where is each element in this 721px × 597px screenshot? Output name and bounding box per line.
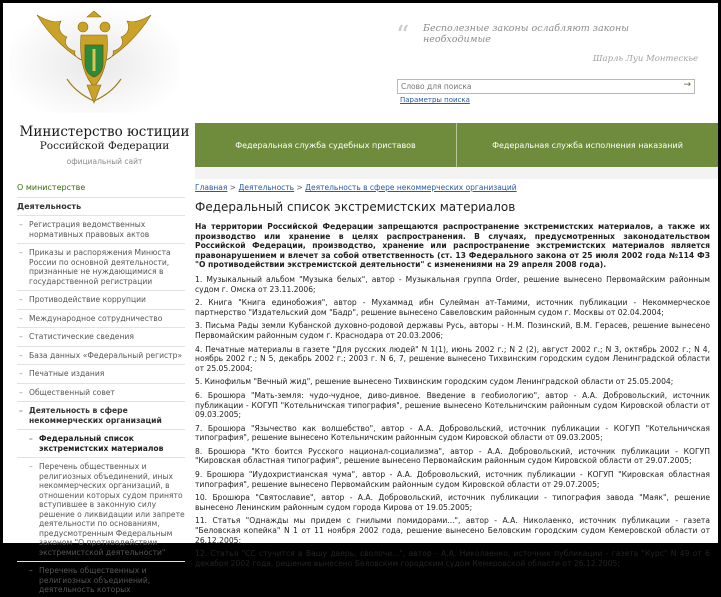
sidebar-item-public-council[interactable]: – Общественный совет	[3, 386, 191, 400]
nav-bailiffs-service[interactable]: Федеральная служба судебных приставов	[235, 140, 416, 150]
sidebar-item-suspended-orgs[interactable]: – Перечень общественных и религиозных объединений, деятельность которых	[3, 564, 191, 597]
breadcrumb-strip	[195, 167, 718, 179]
page-frame	[3, 3, 718, 594]
sidebar-divider	[17, 346, 185, 347]
sidebar-item-activity[interactable]: Деятельность	[17, 201, 82, 211]
site-subtitle: официальный сайт	[66, 157, 143, 166]
sidebar-divider	[17, 309, 185, 310]
top-navigation	[195, 123, 718, 167]
sidebar-divider	[17, 243, 185, 244]
site-title-line1: Министерство юстиции	[19, 124, 190, 140]
sidebar-item-extremist-list[interactable]: – Федеральный список экстремистских материалов	[3, 432, 191, 455]
list-item: 3. Письма Рады земли Кубанской духовно-родовой державы Русь, авторы - Н.М. Позинский, В.М. Герасев, решение вынесено Первомайским районным судом г. Краснодара от 20.03.2006;	[195, 321, 710, 340]
breadcrumb-separator: >	[296, 183, 303, 192]
nav-penitentiary-service[interactable]: Федеральная служба исполнения наказаний	[492, 140, 683, 150]
sidebar-divider	[17, 215, 185, 216]
sidebar-divider	[17, 327, 185, 328]
coat-of-arms-emblem	[9, 5, 179, 113]
breadcrumb-separator: >	[229, 183, 237, 192]
search-go-icon[interactable]: →	[683, 80, 691, 90]
sidebar-divider	[17, 383, 185, 384]
sidebar-item-international[interactable]: – Международное сотрудничество	[3, 312, 191, 326]
list-item: 8. Брошюра "Кто боится Русского национал-социализма", автор - А.А. Добровольский, источник публикации - КОГУП "Кировская областная типография", решение вынесено Первомайским районным судом Кировской области от 29.07.2005;	[195, 446, 710, 466]
sidebar-item-publications[interactable]: – Печатные издания	[3, 367, 191, 381]
sidebar-item-registration[interactable]: – Регистрация ведомственных нормативных правовых актов	[3, 218, 191, 241]
list-item: 6. Брошюра "Мать-земля: чудо-чудное, диво-дивное. Введение в геобиологию", автор - А.А. Добровольский, источник публикации - КОГУП "Котельничская типография", решение вынесено Котельничским районным судом Кировской области от 09.03.2005;	[195, 390, 710, 420]
site-title-line2: Российской Федерации	[39, 140, 170, 152]
list-item: 1. Музыкальный альбом "Музыка белых", автор - Музыкальная группа Order, решение вынесено Первомайским районным судом г. Омска от 23.11.2006;	[195, 274, 710, 294]
breadcrumb-home[interactable]: Главная	[195, 183, 228, 192]
sidebar-item-anticorruption[interactable]: – Противодействие коррупции	[3, 293, 191, 307]
search-box	[397, 79, 695, 94]
breadcrumb-activity[interactable]: Деятельность	[238, 183, 295, 192]
search-input[interactable]	[398, 80, 668, 93]
list-item: 11. Статья "Однажды мы придем с гнилыми помидорами...", автор - А.А. Николаенко, источник публикации - газета "Беловская копейка" N 1 от 11 ноября 2002 года, решение вынесено Беловским городским судом Кемеровской области от 26.12.2005;	[195, 516, 710, 545]
list-item: 12. Статья "СС стучится в Вашу дверь, сволочи...", автор - А.А. Николаенко, источник публикации - газета "Курс" N 49 от 6 декабря 2002 года, решение вынесено Беловским городским судом Кемеровской области от 26.12.2005;	[195, 549, 710, 568]
list-item: 9. Брошюра "Иудохристианская чума", автор - А.А. Добровольский, источник публикации - КОГУП "Кировская областная типография", решение вынесено Первомайским районным судом Кировской области от 29.07.2005;	[195, 470, 710, 489]
sidebar-divider	[17, 401, 185, 402]
materials-list	[195, 275, 710, 568]
sidebar-item-federal-register[interactable]: – База данных «Федеральный регистр»	[3, 349, 191, 363]
sidebar-item-nko[interactable]: – Деятельность в сфере некоммерческих организаций	[3, 404, 191, 427]
sidebar-divider	[17, 457, 185, 458]
breadcrumb	[195, 183, 710, 192]
sidebar-divider	[17, 364, 185, 365]
quote-author: Шарль Луи Монтескье	[592, 54, 698, 64]
sidebar-item-about[interactable]: О министерстве	[17, 183, 86, 192]
sidebar-divider	[17, 429, 185, 430]
page-title: Федеральный список экстремистских материалов	[195, 200, 516, 214]
quote-mark-icon: “	[396, 21, 410, 51]
search-params-link[interactable]: Параметры поиска	[400, 96, 470, 104]
intro-paragraph: На территории Российской Федерации запрещаются распространение экстремистских материалов, а также их производство или хранение в целях распространения. В случаях, предусмотренных законодательством Российской Федерации, производство, хранение или распространение экстремистских материалов является правонарушением и влечет за собой ответственность (ст. 13 Федерального закона от 25 июля 2002 года №114 ФЗ "О противодействии экстремистской деятельности" с изменениями на 29 апреля 2008 года).	[195, 222, 710, 270]
list-item: 4. Печатные материалы в газете "Для русских людей" N 1(1), июнь 2002 г.; N 2 (2), август 2002 г.; N 3, октябрь 2002 г.; N 4, ноябрь 2002 г.; N 5, декабрь 2002 г.; 2003 г. N 6, 7, решение вынесено Тихвинским городским судом Ленинградской области от 25.05.2004;	[195, 344, 710, 373]
breadcrumb-nko[interactable]: Деятельность в сфере некоммерческих организаций	[305, 183, 517, 192]
header-quote: Бесполезные законы ослабляют законы необходимые	[423, 23, 630, 45]
sidebar	[3, 181, 191, 597]
sidebar-item-orders[interactable]: – Приказы и распоряжения Минюста России по основной деятельности, признанные не нуждающимися в государственной регистрации	[3, 246, 191, 288]
sidebar-item-statistics[interactable]: – Статистические сведения	[3, 330, 191, 344]
list-item: 10. Брошюра "Святославие", автор - А.А. Добровольский, источник публикации - типография завода "Маяк", решение вынесено Ленинским районным судом города Кирова от 19.05.2005;	[195, 493, 710, 512]
sidebar-divider	[17, 290, 185, 291]
list-item: 7. Брошюра "Язычество как волшебство", автор - А.А. Добровольский, источник публикации - КОГУП "Котельничская типография", решение вынесено Котельничским районным судом Кировской области от 09.03.2005;	[195, 423, 710, 443]
sidebar-item-liquidated-orgs[interactable]: – Перечень общественных и религиозных объединений, иных некоммерческих организаций, в отношении которых судом принято вступившее в законную силу решение о ликвидации или запрете деятельности по основаниям, предусмотренным Федеральным законом "О противодействии экстремистской деятельности"	[3, 460, 191, 559]
site-title-block	[17, 125, 192, 166]
list-item: 5. Кинофильм "Вечный жид", решение вынесено Тихвинским городским судом Ленинградской области от 25.05.2004;	[195, 377, 674, 387]
list-item: 2. Книга "Книга единобожия", автор - Мухаммад ибн Сулейман ат-Тамими, источник публикации - Некоммерческое партнерство "Издательский дом "Бадр", решение вынесено Савеловским районным судом г. Москвы от 02.04.2004;	[195, 298, 710, 317]
sidebar-divider	[17, 197, 185, 198]
sidebar-divider	[17, 561, 185, 562]
main-content	[195, 183, 710, 572]
